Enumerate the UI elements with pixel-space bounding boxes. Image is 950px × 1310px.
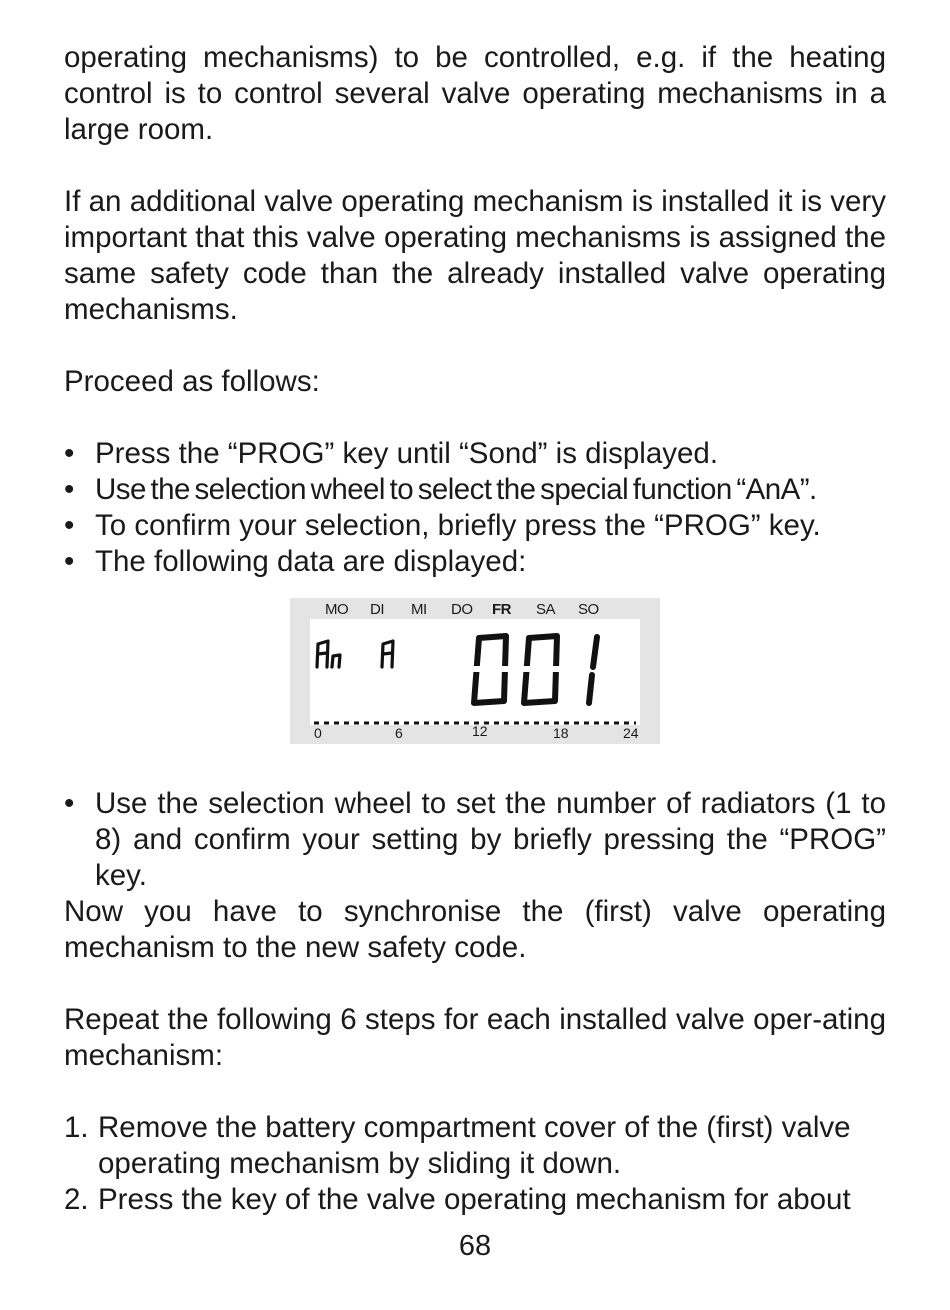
lcd-char-n <box>332 655 340 667</box>
instruction-list <box>64 786 886 894</box>
intro-paragraph: operating mechanisms) to be controlled, e.g. if the heating control is to control several valve operating mechanisms in a large room. <box>64 41 886 146</box>
manual-page <box>64 40 886 1218</box>
step-text: Press the key of the valve operating mechanism for about <box>98 1183 851 1216</box>
weekday-label: SO <box>578 601 599 618</box>
hour-label: 6 <box>395 725 403 741</box>
hour-label: 12 <box>472 723 488 739</box>
hour-label: 0 <box>314 725 322 741</box>
hour-label: 18 <box>553 725 569 741</box>
lcd-segment-gaps <box>471 666 561 672</box>
lcd-display <box>290 598 660 744</box>
weekday-label-active: FR <box>492 601 511 618</box>
additional-paragraph: If an additional valve operating mechanism is installed it is very important that this valve operating mechanisms is assigned the same safety code than the already installed valve operating mechanisms. <box>64 185 886 326</box>
synchronise-paragraph: Now you have to synchronise the (first) valve operating mechanism to the new safety code. <box>64 895 886 964</box>
weekday-label: MO <box>325 601 349 618</box>
step-list <box>64 1110 886 1218</box>
step-text: Remove the battery compartment cover of the (first) valve operating mechanism by sliding it down. <box>98 1111 851 1180</box>
list-item: • The following data are displayed: <box>64 544 886 580</box>
weekday-label: DI <box>370 601 384 618</box>
lcd-digit-1 <box>589 637 597 703</box>
weekday-label: SA <box>536 601 556 618</box>
step-number: 2. <box>64 1183 89 1216</box>
repeat-paragraph: Repeat the following 6 steps for each installed valve oper-ating mechanism: <box>64 1003 886 1072</box>
lcd-char-a <box>382 641 393 667</box>
list-item: • Press the “PROG” key until “Sond” is displayed. <box>64 436 886 472</box>
hour-label: 24 <box>623 725 639 741</box>
weekday-label: MI <box>411 601 427 618</box>
weekday-label: DO <box>451 601 473 618</box>
step-item <box>64 1110 886 1182</box>
list-item: • To confirm your selection, briefly press the “PROG” key. <box>64 508 886 544</box>
step-item <box>64 1182 886 1218</box>
step-number: 1. <box>64 1111 89 1144</box>
hour-scale <box>290 725 660 743</box>
proceed-heading: Proceed as follows: <box>64 365 320 398</box>
lcd-char-a <box>317 641 328 667</box>
lcd-segments <box>310 619 640 725</box>
lcd-screen <box>310 619 640 725</box>
list-item: • Use the selection wheel to set the number of radiators (1 to 8) and confirm your setting by briefly pressing the “PROG” key. <box>64 786 886 894</box>
weekday-row <box>290 601 660 621</box>
page-number: 68 <box>458 1230 492 1262</box>
list-item: • Use the selection wheel to select the special function “AnA”. <box>64 472 886 508</box>
instruction-list <box>64 436 886 580</box>
